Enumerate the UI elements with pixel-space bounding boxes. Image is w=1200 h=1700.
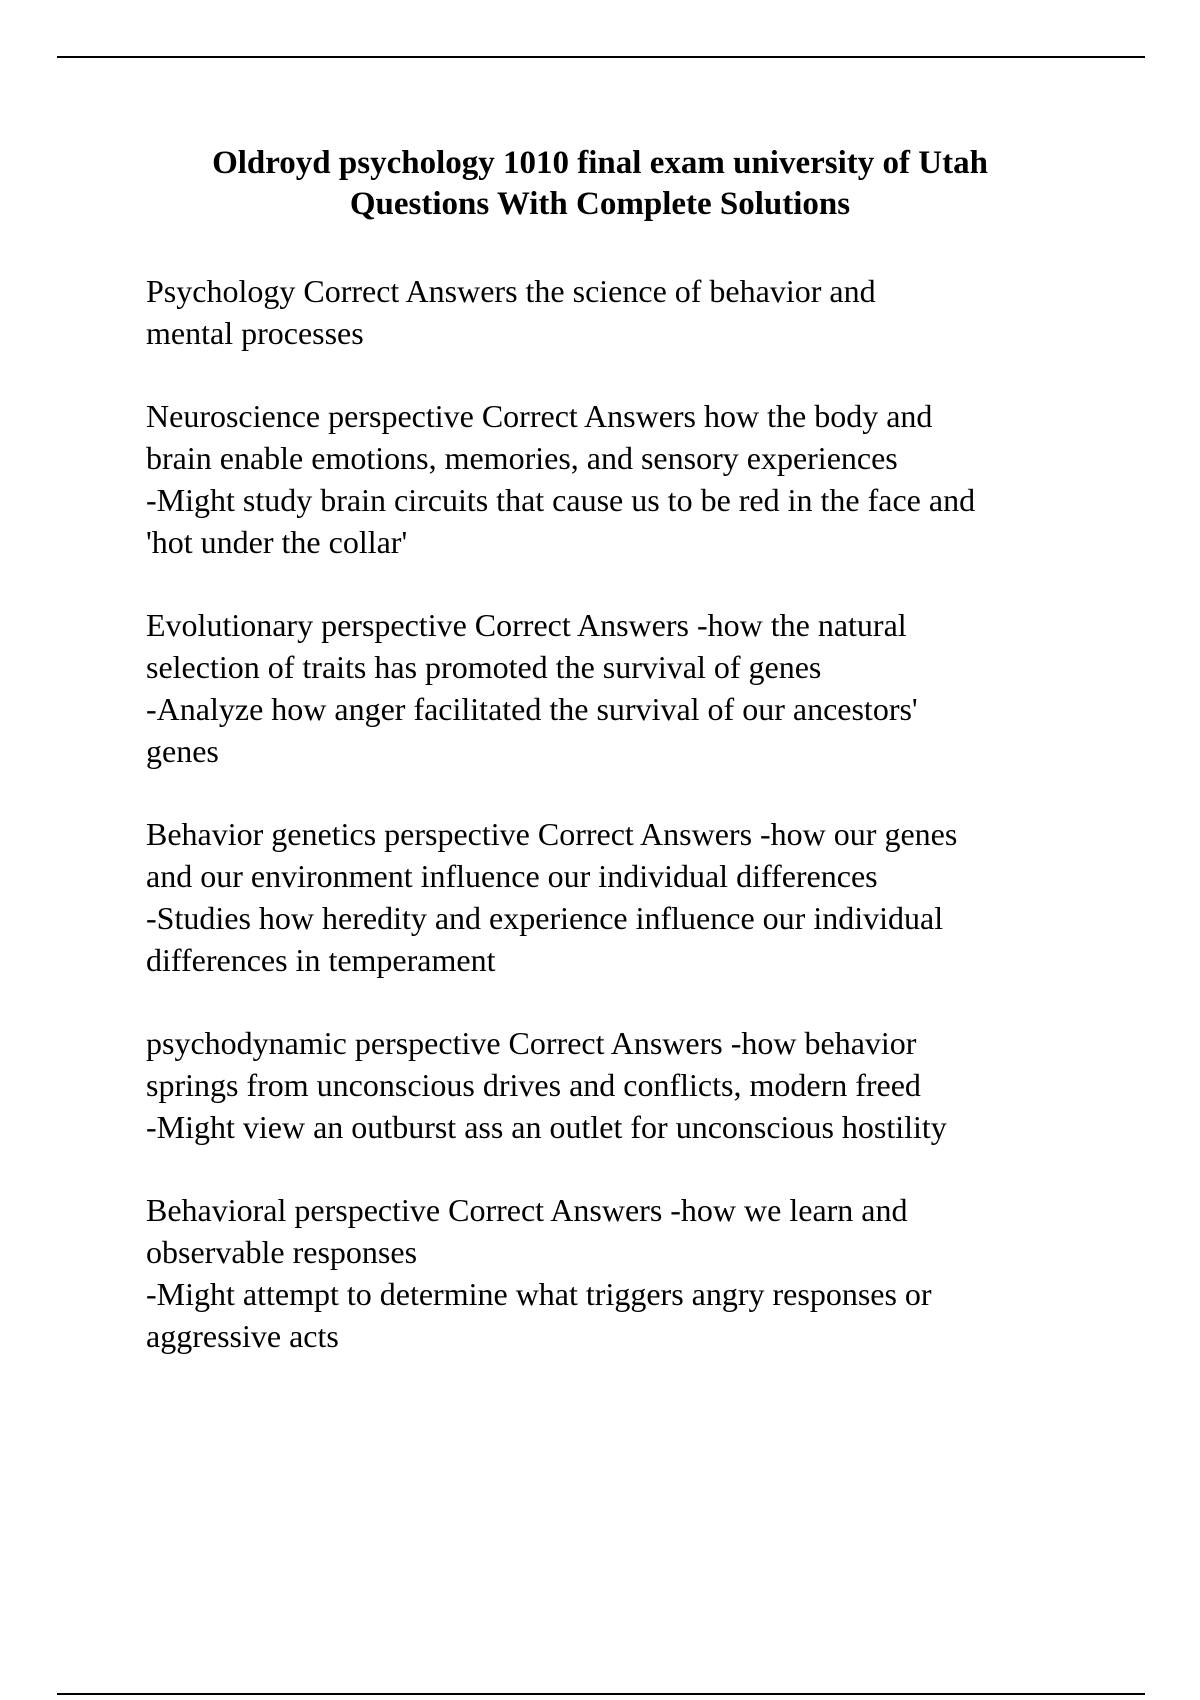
entry-line: psychodynamic perspective Correct Answers -how behavior [146, 1025, 917, 1061]
entry-line: differences in temperament [146, 942, 496, 978]
qa-entries [146, 270, 1156, 1398]
entry-line: -Might view an outburst ass an outlet for unconscious hostility [146, 1109, 947, 1145]
entry-line: genes [146, 733, 219, 769]
bottom-rule [57, 1693, 1145, 1695]
entry-line: Evolutionary perspective Correct Answers -how the natural [146, 607, 907, 643]
entry-line: Behavior genetics perspective Correct Answers -how our genes [146, 816, 958, 852]
entry-line: selection of traits has promoted the survival of genes [146, 649, 822, 685]
entry-neuroscience-perspective [146, 395, 1156, 563]
entry-line: Neuroscience perspective Correct Answers how the body and [146, 398, 933, 434]
entry-line: -Studies how heredity and experience influence our individual [146, 900, 944, 936]
entry-line: observable responses [146, 1234, 418, 1270]
entry-behavioral-perspective [146, 1189, 1156, 1357]
entry-line: 'hot under the collar' [146, 524, 408, 560]
entry-line: and our environment influence our individual differences [146, 858, 878, 894]
entry-line: Psychology Correct Answers the science of behavior and [146, 273, 876, 309]
entry-psychology [146, 270, 1156, 354]
title-line-1: Oldroyd psychology 1010 final exam university of Utah [212, 145, 988, 181]
entry-line: -Might attempt to determine what triggers angry responses or [146, 1276, 932, 1312]
entry-psychodynamic-perspective [146, 1022, 1156, 1148]
entry-line: aggressive acts [146, 1318, 339, 1354]
title-line-2: Questions With Complete Solutions [349, 186, 851, 222]
entry-behavior-genetics-perspective [146, 813, 1156, 981]
entry-line: brain enable emotions, memories, and sensory experiences [146, 440, 898, 476]
top-rule [57, 56, 1145, 58]
entry-line: -Analyze how anger facilitated the survival of our ancestors' [146, 691, 918, 727]
entry-line: Behavioral perspective Correct Answers -how we learn and [146, 1192, 908, 1228]
entry-evolutionary-perspective [146, 604, 1156, 772]
document-title [100, 143, 1100, 225]
entry-line: mental processes [146, 315, 364, 351]
entry-line: -Might study brain circuits that cause us to be red in the face and [146, 482, 976, 518]
entry-line: springs from unconscious drives and conflicts, modern freed [146, 1067, 921, 1103]
